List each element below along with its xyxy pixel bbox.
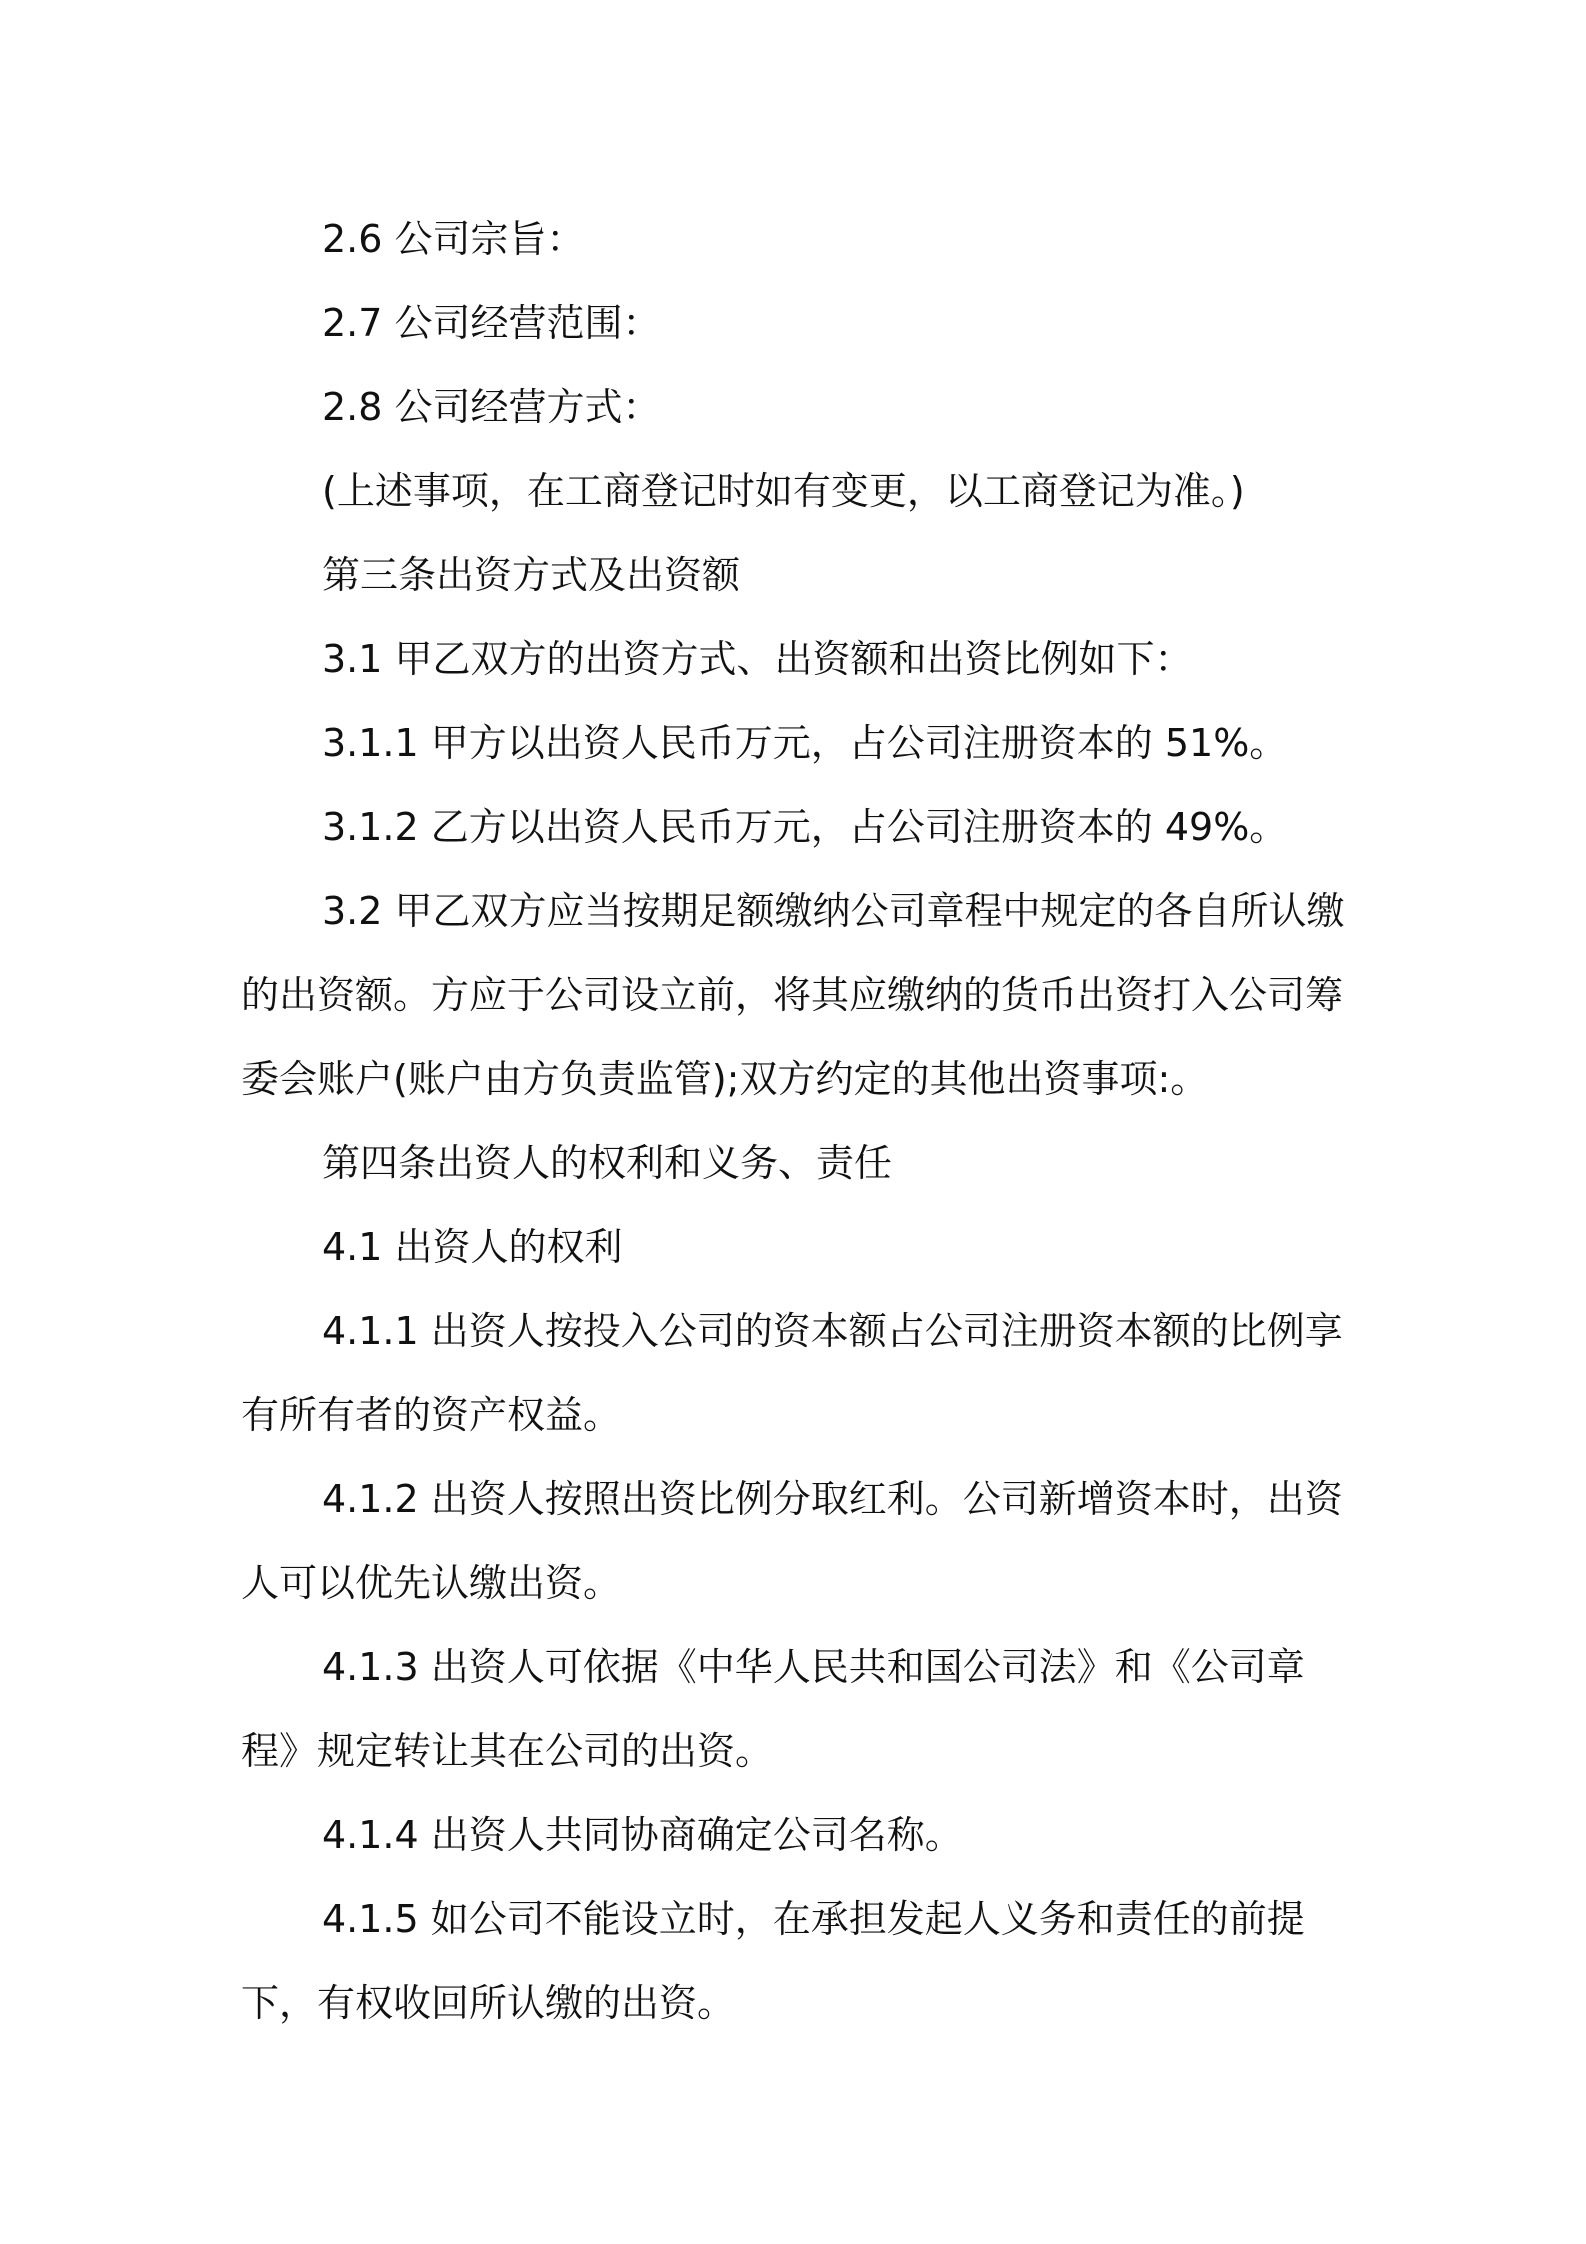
paragraph-4-1-1: 4.1.1 出资人按投入公司的资本额占公司注册资本额的比例享有所有者的资产权益。 (241, 1309, 1343, 1437)
paragraph-note: (上述事项，在工商登记时如有变更，以工商登记为准。) (322, 469, 1245, 513)
paragraph-4-1-5: 4.1.5 如公司不能设立时，在承担发起人义务和责任的前提下，有权收回所认缴的出资。 (241, 1897, 1305, 2025)
paragraph-4-1-4: 4.1.4 出资人共同协商确定公司名称。 (322, 1813, 963, 1857)
section-heading-4: 第四条出资人的权利和义务、责任 (322, 1141, 893, 1185)
paragraph-4-1-2: 4.1.2 出资人按照出资比例分取红利。公司新增资本时，出资人可以优先认缴出资。 (241, 1477, 1343, 1605)
paragraph-4-1: 4.1 出资人的权利 (322, 1225, 623, 1269)
section-heading-3: 第三条出资方式及出资额 (322, 553, 741, 597)
document-body (241, 197, 1355, 2045)
paragraph-4-1-3: 4.1.3 出资人可依据《中华人民共和国公司法》和《公司章程》规定转让其在公司的出资。 (241, 1645, 1305, 1773)
paragraph-2-6: 2.6 公司宗旨： (322, 217, 585, 261)
paragraph-3-1-2: 3.1.2 乙方以出资人民币万元，占公司注册资本的 49%。 (322, 805, 1288, 849)
paragraph-3-1-1: 3.1.1 甲方以出资人民币万元，占公司注册资本的 51%。 (322, 721, 1288, 765)
paragraph-3-2: 3.2 甲乙双方应当按期足额缴纳公司章程中规定的各自所认缴的出资额。方应于公司设立前，将其应缴纳的货币出资打入公司筹委会账户(账户由方负责监管);双方约定的其他出资事项:。 (241, 889, 1345, 1101)
paragraph-2-7: 2.7 公司经营范围： (322, 301, 661, 345)
paragraph-3-1: 3.1 甲乙双方的出资方式、出资额和出资比例如下： (322, 637, 1193, 681)
paragraph-2-8: 2.8 公司经营方式： (322, 385, 661, 429)
